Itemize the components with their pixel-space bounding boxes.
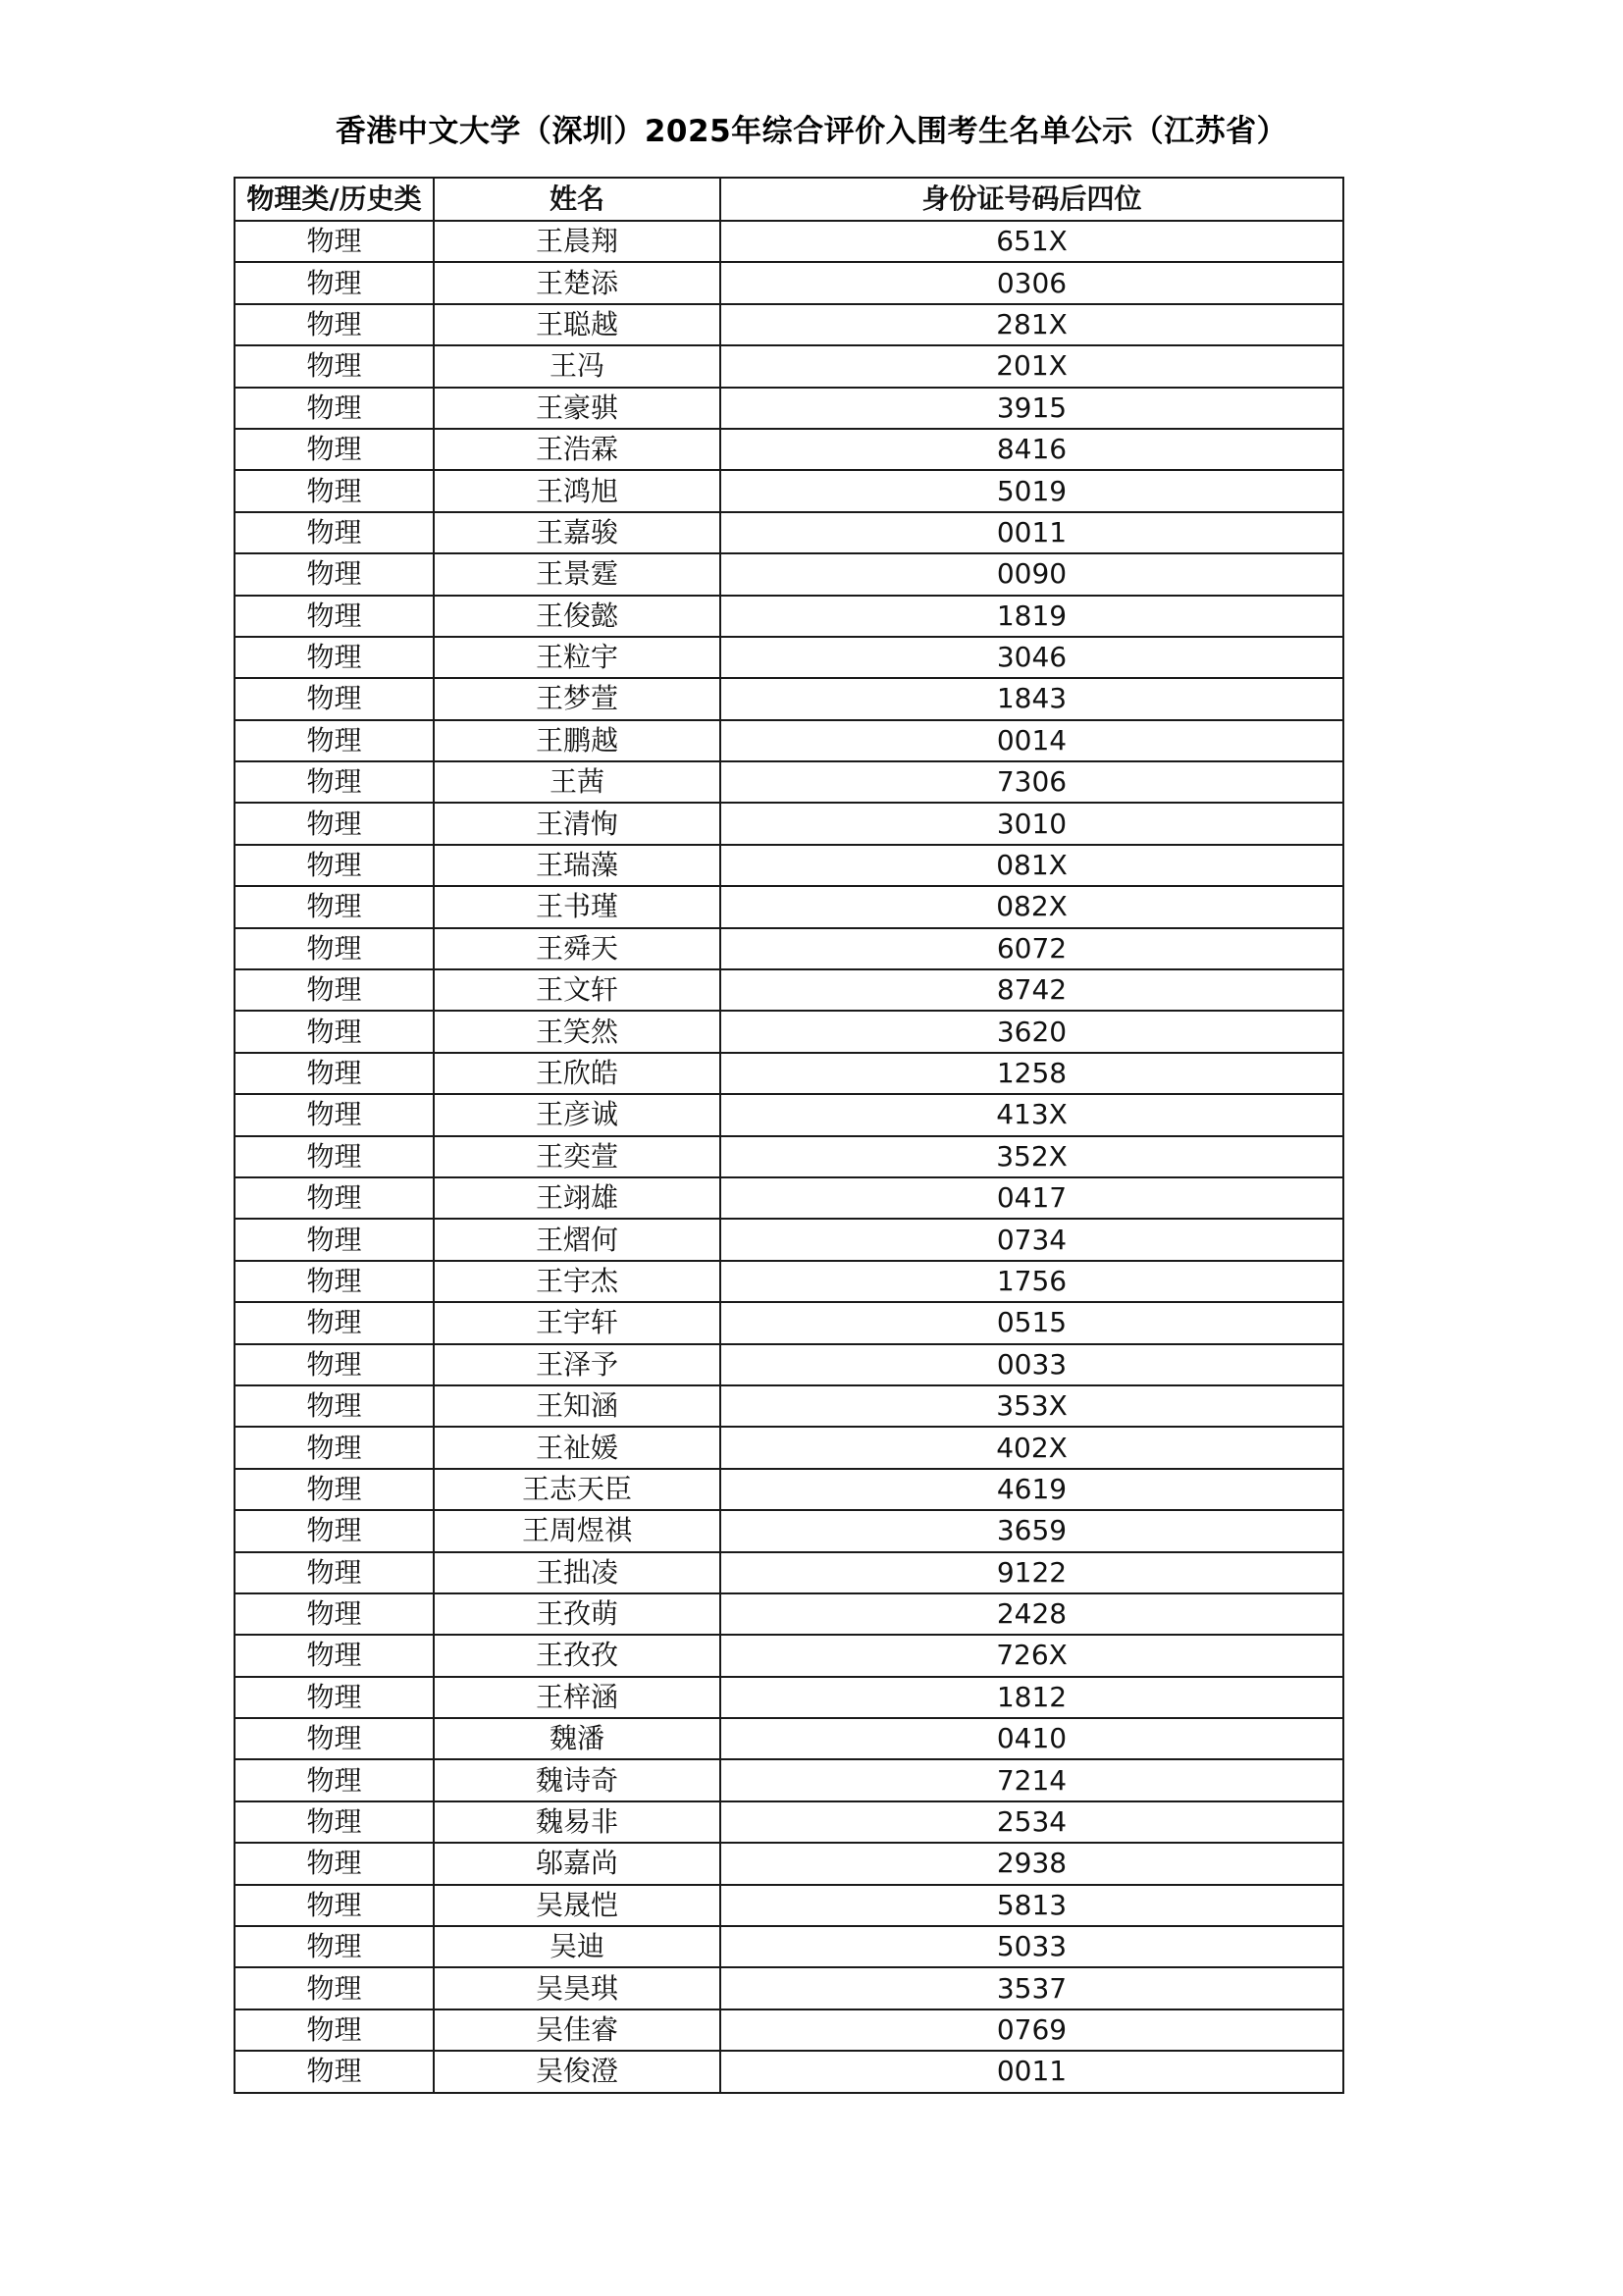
id-last-four-cell: 0515: [720, 1302, 1343, 1343]
table-row: [235, 845, 1343, 886]
table-row: [235, 1885, 1343, 1926]
name-cell: 吴昊琪: [434, 1967, 720, 2009]
table-row: [235, 1302, 1343, 1343]
table-row: [235, 1053, 1343, 1094]
id-last-four-cell: 3659: [720, 1510, 1343, 1551]
category-cell: 物理: [235, 1926, 434, 1967]
table-row: [235, 553, 1343, 595]
category-cell: 物理: [235, 1094, 434, 1135]
id-last-four-cell: 0011: [720, 2051, 1343, 2092]
table-row: [235, 969, 1343, 1011]
category-cell: 物理: [235, 1718, 434, 1759]
category-cell: 物理: [235, 803, 434, 844]
category-cell: 物理: [235, 845, 434, 886]
id-last-four-cell: 8416: [720, 429, 1343, 470]
table-row: [235, 1552, 1343, 1593]
table-row: [235, 720, 1343, 761]
table-row: [235, 1510, 1343, 1551]
table-row: [235, 1136, 1343, 1177]
table-body: [235, 221, 1343, 2093]
name-cell: 邬嘉尚: [434, 1843, 720, 1884]
id-last-four-cell: 4619: [720, 1469, 1343, 1510]
category-cell: 物理: [235, 1510, 434, 1551]
id-last-four-cell: 1756: [720, 1261, 1343, 1302]
table-row: [235, 1593, 1343, 1635]
category-cell: 物理: [235, 1385, 434, 1427]
name-cell: 王书瑾: [434, 886, 720, 927]
name-cell: 王宇杰: [434, 1261, 720, 1302]
id-last-four-cell: 2938: [720, 1843, 1343, 1884]
category-cell: 物理: [235, 969, 434, 1011]
id-last-four-cell: 0033: [720, 1344, 1343, 1385]
name-cell: 魏易非: [434, 1801, 720, 1843]
id-last-four-cell: 651X: [720, 221, 1343, 262]
id-last-four-cell: 0769: [720, 2009, 1343, 2051]
name-cell: 王鸿旭: [434, 470, 720, 511]
id-last-four-cell: 726X: [720, 1635, 1343, 1676]
table-row: [235, 1469, 1343, 1510]
table-row: [235, 596, 1343, 637]
id-last-four-cell: 1812: [720, 1677, 1343, 1718]
name-cell: 魏潘: [434, 1718, 720, 1759]
name-cell: 王冯: [434, 345, 720, 387]
category-cell: 物理: [235, 596, 434, 637]
table-row: [235, 262, 1343, 303]
table-row: [235, 1926, 1343, 1967]
name-cell: 王宇轩: [434, 1302, 720, 1343]
table-row: [235, 429, 1343, 470]
category-cell: 物理: [235, 221, 434, 262]
name-cell: 吴迪: [434, 1926, 720, 1967]
name-cell: 吴俊澄: [434, 2051, 720, 2092]
category-cell: 物理: [235, 1885, 434, 1926]
table-row: [235, 1801, 1343, 1843]
category-cell: 物理: [235, 720, 434, 761]
id-last-four-cell: 9122: [720, 1552, 1343, 1593]
name-cell: 王翊雄: [434, 1177, 720, 1219]
id-last-four-cell: 353X: [720, 1385, 1343, 1427]
id-last-four-cell: 0417: [720, 1177, 1343, 1219]
table-row: [235, 1718, 1343, 1759]
name-cell: 王嘉骏: [434, 512, 720, 553]
category-cell: 物理: [235, 262, 434, 303]
name-cell: 王浩霖: [434, 429, 720, 470]
id-last-four-cell: 0410: [720, 1718, 1343, 1759]
id-last-four-cell: 5813: [720, 1885, 1343, 1926]
category-cell: 物理: [235, 1427, 434, 1468]
category-cell: 物理: [235, 928, 434, 969]
id-last-four-cell: 0090: [720, 553, 1343, 595]
id-last-four-cell: 3010: [720, 803, 1343, 844]
id-last-four-cell: 1819: [720, 596, 1343, 637]
table-row: [235, 1344, 1343, 1385]
table-row: [235, 345, 1343, 387]
category-cell: 物理: [235, 1801, 434, 1843]
id-last-four-cell: 0306: [720, 262, 1343, 303]
name-cell: 王祉媛: [434, 1427, 720, 1468]
category-cell: 物理: [235, 1967, 434, 2009]
name-cell: 王瑞藻: [434, 845, 720, 886]
name-cell: 王知涵: [434, 1385, 720, 1427]
table-row: [235, 388, 1343, 429]
table-row: [235, 304, 1343, 345]
category-cell: 物理: [235, 304, 434, 345]
table-row: [235, 1843, 1343, 1884]
table-row: [235, 1094, 1343, 1135]
id-last-four-cell: 6072: [720, 928, 1343, 969]
header-row: [235, 178, 1343, 221]
table-row: [235, 2051, 1343, 2092]
category-cell: 物理: [235, 1011, 434, 1052]
category-cell: 物理: [235, 1593, 434, 1635]
document-title: 香港中文大学（深圳）2025年综合评价入围考生名单公示（江苏省）: [335, 114, 1288, 149]
table-row: [235, 1011, 1343, 1052]
id-last-four-cell: 2428: [720, 1593, 1343, 1635]
id-last-four-cell: 8742: [720, 969, 1343, 1011]
category-cell: 物理: [235, 1344, 434, 1385]
table-row: [235, 1635, 1343, 1676]
table-row: [235, 803, 1343, 844]
name-cell: 王笑然: [434, 1011, 720, 1052]
id-last-four-cell: 081X: [720, 845, 1343, 886]
name-cell: 王梓涵: [434, 1677, 720, 1718]
name-cell: 王泽予: [434, 1344, 720, 1385]
name-cell: 王景霆: [434, 553, 720, 595]
table-row: [235, 1967, 1343, 2009]
category-cell: 物理: [235, 761, 434, 803]
id-last-four-cell: 413X: [720, 1094, 1343, 1135]
name-cell: 王俊懿: [434, 596, 720, 637]
category-cell: 物理: [235, 388, 434, 429]
table-row: [235, 1677, 1343, 1718]
category-cell: 物理: [235, 470, 434, 511]
name-cell: 王豪骐: [434, 388, 720, 429]
table-header: [235, 178, 1343, 221]
table-row: [235, 2009, 1343, 2051]
id-last-four-cell: 3537: [720, 1967, 1343, 2009]
category-cell: 物理: [235, 512, 434, 553]
category-cell: 物理: [235, 1759, 434, 1800]
name-cell: 王周煜祺: [434, 1510, 720, 1551]
name-cell: 王孜萌: [434, 1593, 720, 1635]
name-cell: 吴晟恺: [434, 1885, 720, 1926]
header-name: 姓名: [434, 178, 720, 221]
id-last-four-cell: 0014: [720, 720, 1343, 761]
id-last-four-cell: 7306: [720, 761, 1343, 803]
id-last-four-cell: 402X: [720, 1427, 1343, 1468]
name-cell: 王鹏越: [434, 720, 720, 761]
id-last-four-cell: 3620: [720, 1011, 1343, 1052]
table-row: [235, 1261, 1343, 1302]
table-row: [235, 1427, 1343, 1468]
id-last-four-cell: 082X: [720, 886, 1343, 927]
category-cell: 物理: [235, 1677, 434, 1718]
category-cell: 物理: [235, 429, 434, 470]
table-row: [235, 1177, 1343, 1219]
category-cell: 物理: [235, 345, 434, 387]
name-cell: 王欣皓: [434, 1053, 720, 1094]
name-cell: 王粒宇: [434, 637, 720, 678]
category-cell: 物理: [235, 1261, 434, 1302]
category-cell: 物理: [235, 1053, 434, 1094]
header-category: 物理类/历史类: [235, 178, 434, 221]
table-row: [235, 1219, 1343, 1260]
category-cell: 物理: [235, 2051, 434, 2092]
id-last-four-cell: 2534: [720, 1801, 1343, 1843]
name-cell: 王孜孜: [434, 1635, 720, 1676]
name-cell: 王清恂: [434, 803, 720, 844]
id-last-four-cell: 7214: [720, 1759, 1343, 1800]
category-cell: 物理: [235, 886, 434, 927]
table-row: [235, 1759, 1343, 1800]
id-last-four-cell: 281X: [720, 304, 1343, 345]
name-cell: 王文轩: [434, 969, 720, 1011]
id-last-four-cell: 0011: [720, 512, 1343, 553]
name-cell: 王志天臣: [434, 1469, 720, 1510]
category-cell: 物理: [235, 1552, 434, 1593]
table-row: [235, 512, 1343, 553]
category-cell: 物理: [235, 2009, 434, 2051]
id-last-four-cell: 5019: [720, 470, 1343, 511]
category-cell: 物理: [235, 1177, 434, 1219]
name-cell: 王晨翔: [434, 221, 720, 262]
category-cell: 物理: [235, 1136, 434, 1177]
id-last-four-cell: 5033: [720, 1926, 1343, 1967]
id-last-four-cell: 201X: [720, 345, 1343, 387]
category-cell: 物理: [235, 1469, 434, 1510]
candidate-table: [234, 177, 1344, 2094]
name-cell: 王梦萱: [434, 678, 720, 719]
table-row: [235, 678, 1343, 719]
category-cell: 物理: [235, 678, 434, 719]
header-id-last-four: 身份证号码后四位: [720, 178, 1343, 221]
table-row: [235, 470, 1343, 511]
id-last-four-cell: 3915: [720, 388, 1343, 429]
name-cell: 魏诗奇: [434, 1759, 720, 1800]
category-cell: 物理: [235, 1843, 434, 1884]
name-cell: 王熠何: [434, 1219, 720, 1260]
name-cell: 王舜天: [434, 928, 720, 969]
category-cell: 物理: [235, 1635, 434, 1676]
table-row: [235, 761, 1343, 803]
category-cell: 物理: [235, 1302, 434, 1343]
table-row: [235, 886, 1343, 927]
category-cell: 物理: [235, 553, 434, 595]
id-last-four-cell: 352X: [720, 1136, 1343, 1177]
category-cell: 物理: [235, 637, 434, 678]
table-row: [235, 1385, 1343, 1427]
name-cell: 王聪越: [434, 304, 720, 345]
name-cell: 王拙凌: [434, 1552, 720, 1593]
name-cell: 王茜: [434, 761, 720, 803]
table-row: [235, 928, 1343, 969]
category-cell: 物理: [235, 1219, 434, 1260]
table-row: [235, 637, 1343, 678]
name-cell: 王楚添: [434, 262, 720, 303]
id-last-four-cell: 0734: [720, 1219, 1343, 1260]
name-cell: 王奕萱: [434, 1136, 720, 1177]
id-last-four-cell: 1843: [720, 678, 1343, 719]
name-cell: 王彦诚: [434, 1094, 720, 1135]
id-last-four-cell: 3046: [720, 637, 1343, 678]
name-cell: 吴佳睿: [434, 2009, 720, 2051]
table-row: [235, 221, 1343, 262]
id-last-four-cell: 1258: [720, 1053, 1343, 1094]
